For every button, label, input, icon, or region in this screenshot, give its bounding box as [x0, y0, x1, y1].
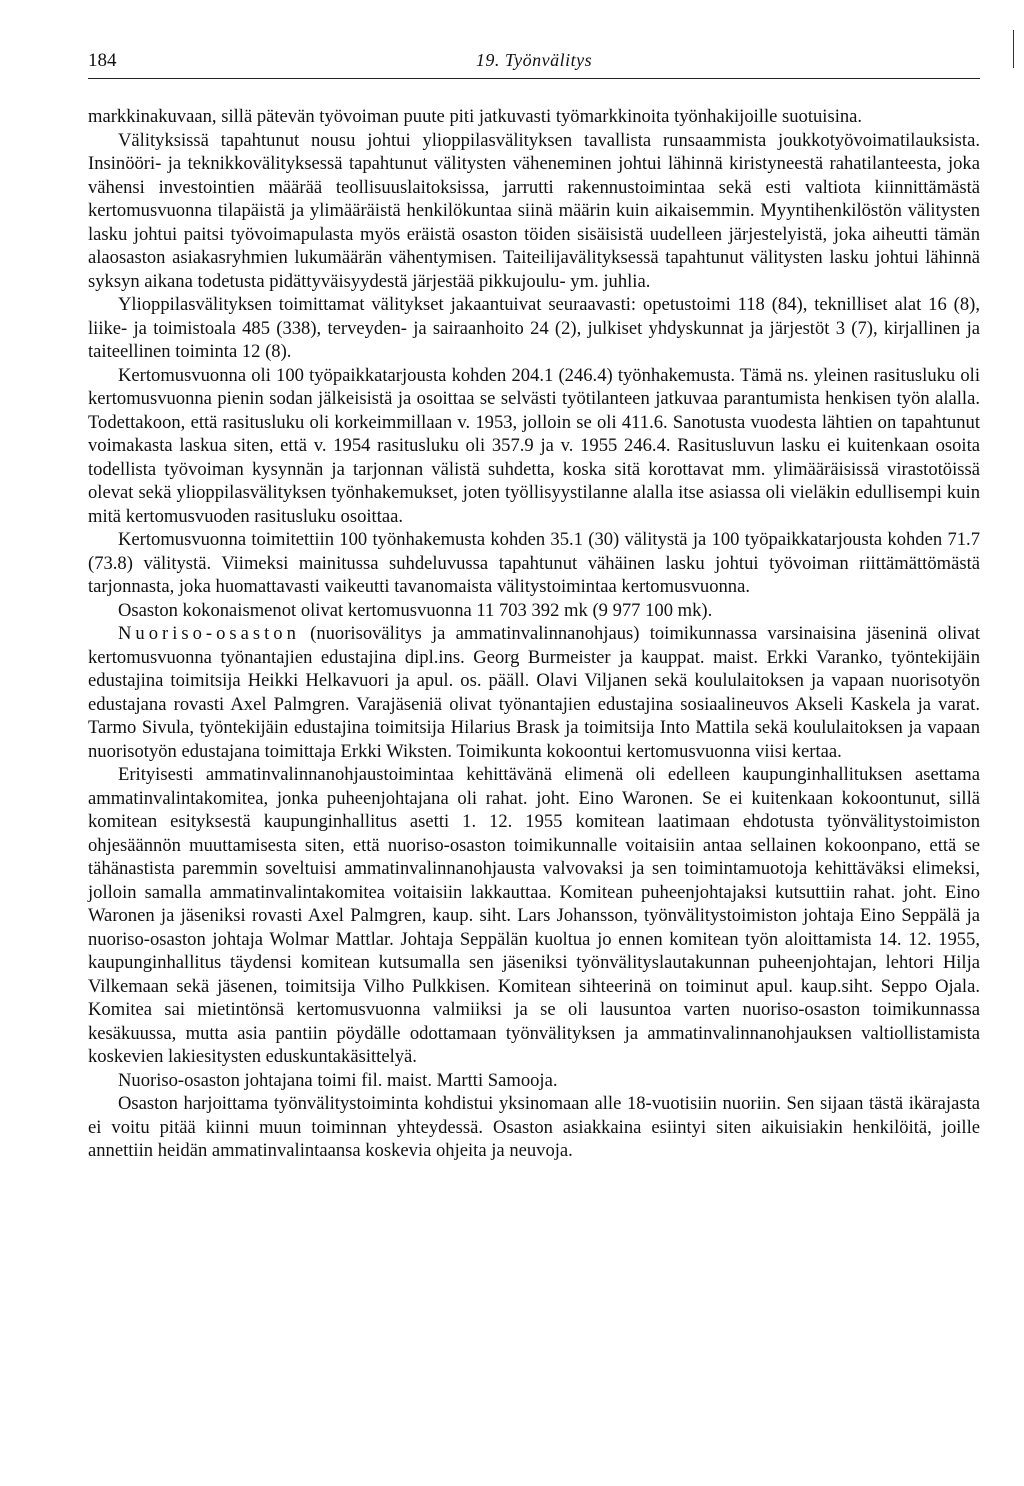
body-text — [88, 105, 980, 1163]
paragraph-6: Osaston kokonaismenot olivat kertomusvuonna 11 703 392 mk (9 977 100 mk). — [118, 599, 713, 621]
edge-rule — [1013, 30, 1014, 68]
paragraph-7-text: (nuorisovälitys ja ammatinvalinnanohjaus) toimikunnassa varsinaisina jäseninä olivat kertomusvuonna työnantajien edustajina dipl.ins. Georg Burmeister ja kauppat. maist. Erkki Varanko, työntekijäin edustajina toimitsija Heikki Helkavuori ja apul. os. pääll. Olavi Viljanen sekä koululaitoksen ja vapaan nuorisotyön edustajana rovasti Axel Palmgren. Varajäseniä olivat työnantajien edustajina sosiaalineuvos Akseli Kaskela ja varat. Tarmo Sivula, työntekijäin edustajina toimitsija Hilarius Brask ja toimitsija Into Mattila sekä koululaitoksen ja vapaan nuorisotyön edustajana toimittaja Erkki Wiksten. Toimikunta kokoontui kertomusvuonna viisi kertaa. — [88, 623, 980, 762]
paragraph-10: Osaston harjoittama työnvälitystoiminta kohdistui yksinomaan alle 18-vuotisiin nuoriin. Sen sijaan tästä ikärajasta ei voitu pitää kiinni muun toiminnan yhteydessä. Osaston asiakkaina esiintyi siten aikuisiakin henkilöitä, joille annettiin heidän ammatinvalintaansa koskevia ohjeita ja neuvoja. — [88, 1093, 980, 1161]
section-lead: Nuoriso-osaston — [118, 623, 300, 644]
paragraph-1: markkinakuvaan, sillä pätevän työvoiman puute piti jatkuvasti työmarkkinoita työnhakijoille suotuisina. — [88, 106, 863, 127]
paragraph-8: Erityisesti ammatinvalinnanohjaustoimintaa kehittävänä elimenä oli edelleen kaupunginhallituksen asettama ammatinvalintakomitea, jonka puheenjohtajana oli rahat. joht. Eino Waronen. Se ei kuitenkaan kokoontunut, sillä komitean esityksestä kaupunginhallitus asetti 1. 12. 1955 komitean laatimaan ehdotusta työnvälitystoimiston ohjesäännön muuttamisesta siten, että nuoriso-osaston toimikunnalle voitaisiin antaa sellainen kokoonpano, että se tähänastista paremmin soveltuisi ammatinvalinnanohjausta valvovaksi ja sen toimintamuotoja kehittäväksi elimeksi, jolloin samalla ammatinvalintakomitea voitaisiin lakkauttaa. Komitean puheenjohtajaksi kutsuttiin rahat. joht. Eino Waronen ja jäseniksi rovasti Axel Palmgren, kaup. siht. Lars Johansson, työnvälitystoimiston johtaja Eino Seppälä ja nuoriso-osaston johtaja Wolmar Mattlar. Johtaja Seppälän kuoltua jo ennen komitean työn aloittamista 14. 12. 1955, kaupunginhallitus täydensi komitean kutsumalla sen jäseniksi työnvälityslautakunnan puheenjohtajan, lehtori Hilja Vilkemaan sekä jäsenen, toimitsija Vilho Pulkkisen. Komitean sihteerinä on toiminut apul. kaup.siht. Seppo Ojala. Komitea sai mietintönsä kertomusvuonna valmiiksi ja se oli lausuntoa varten nuoriso-osaston toimikunnassa kesäkuussa, mutta asia pantiin pöydälle odottamaan työnvälityksen ja ammatinvalinnanohjauksen valtiollistamista koskevien lakiesitysten eduskuntakäsittelyä. — [88, 764, 980, 1067]
paragraph-9: Nuoriso-osaston johtajana toimi fil. maist. Martti Samooja. — [118, 1069, 558, 1091]
paragraph-4: Kertomusvuonna oli 100 työpaikkatarjousta kohden 204.1 (246.4) työnhakemusta. Tämä ns. yleinen rasitusluku oli kertomusvuonna pienin sodan jälkeisistä ja osoittaa se selvästi työtilanteen jatkuvaa parantumista henkisen työn alalla. Todettakoon, että rasitusluku oli korkeimmillaan v. 1953, jolloin se oli 411.6. Sanotusta vuodesta lähtien on tapahtunut voimakasta laskua siten, että v. 1954 rasitusluku oli 357.9 ja v. 1955 246.4. Rasitusluvun lasku ei kuitenkaan osoita todellista työvoiman kysynnän ja tarjonnan välistä suhdetta, koska sitä korottavat mm. ylimääräisissä virastotöissä olevat sekä ylioppilasvälityksen työnhakemukset, joten työllisyystilanne alalla itse asiassa oli vieläkin edullisempi kuin mitä kertomusvuoden rasitusluku osoittaa. — [88, 364, 980, 527]
paragraph-3: Ylioppilasvälityksen toimittamat välitykset jakaantuivat seuraavasti: opetustoimi 118 (84), teknilliset alat 16 (8), liike- ja toimistoala 485 (338), terveyden- ja sairaanhoito 24 (2), julkiset yhdyskunnat ja järjestöt 3 (7), kirjallinen ja taiteellinen toiminta 12 (8). — [88, 294, 980, 362]
paragraph-7 — [88, 622, 980, 763]
paragraph-5: Kertomusvuonna toimitettiin 100 työnhakemusta kohden 35.1 (30) välitystä ja 100 työpaikkatarjousta kohden 71.7 (73.8) välitystä. Viimeksi mainitussa suhdeluvussa tapahtunut vähäinen lasku johtui työvoiman riittämättömästä tarjonnasta, joka huomattavasti vaikeutti tavanomaista välitystoimintaa kertomusvuonna. — [88, 529, 980, 597]
page-header — [88, 48, 980, 79]
running-head: 19. Työnvälitys — [475, 50, 593, 70]
page-number: 184 — [88, 50, 117, 71]
document-page — [88, 48, 980, 1163]
paragraph-2: Välityksissä tapahtunut nousu johtui ylioppilasvälityksen tavallista runsaammista joukkotyövoimatilauksista. Insinööri- ja teknikkovälityksessä tapahtunut välitysten väheneminen johtui lähinnä kiristyneestä rahatilanteesta, joka vähensi investointien määrää teollisuuslaitoksissa, jarrutti rakennustoimintaa sekä esti valtiota kiinnittämästä kertomusvuonna tilapäistä ja ylimääräistä henkilökuntaa siinä määrin kuin aikaisemmin. Myyntihenkilöstön välitysten lasku johtui paitsi työvoimapulasta myös eräistä osaston töiden sisäisistä uudelleen järjestelyistä, joka aiheutti tämän alaosaston asiakasryhmien lukumäärän vähentymisen. Taiteilijavälityksessä tapahtunut välitysten lasku johtui lähinnä syksyn aikana todetusta pidättyväisyydestä järjestää pikkujoulu- ym. juhlia. — [88, 129, 980, 292]
